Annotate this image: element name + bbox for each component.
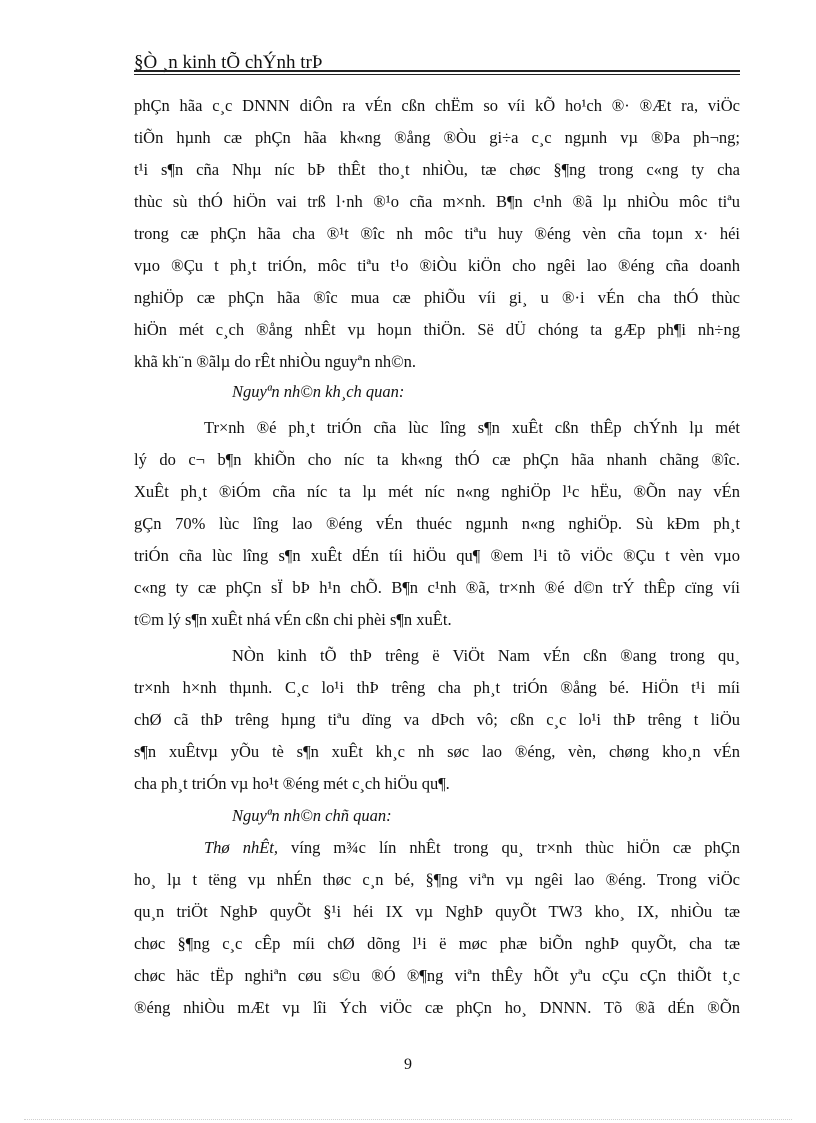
header-rule-thin [134, 74, 740, 75]
body-line: Tr×nh ®é ph¸t triÓn cña lùc lîng s¶n xuÊt cßn thÊp chÝnh lµ mét [204, 418, 740, 437]
body-line: thùc sù thÓ hiÖn vai trß l·nh ®¹o cña m×nh. B¶n c¹nh ®ã lµ nhiÒu môc tiªu [134, 192, 740, 211]
body-line: cha ph¸t triÓn vµ ho¹t ®éng mét c¸ch hiÖu qu¶. [134, 774, 450, 793]
body-line: nghiÖp cæ phÇn hãa ®îc mua cæ phiÕu víi gi¸ u ®·i vÉn cha thÓ thùc [134, 288, 740, 307]
body-line: s¶n xuÊtvµ yÕu tè s¶n xuÊt kh¸c nh søc lao ®éng, vèn, chøng kho¸n vÉn [134, 742, 740, 761]
emphasis-lead: Thø nhÊt, [204, 838, 278, 857]
body-line: phÇn hãa c¸c DNNN diÔn ra vÉn cßn chËm so víi kÕ ho¹ch ®· ®Æt ra, viÖc [134, 96, 740, 115]
body-line: XuÊt ph¸t ®iÓm cña níc ta lµ mét níc n«ng nghiÖp l¹c hËu, ®Õn nay vÉn [134, 482, 740, 501]
document-header: §Ò ¸n kinh tÕ chÝnh trÞ [134, 52, 323, 73]
body-line: khã kh¨n ®ãlµ do rÊt nhiÒu nguyªn nh©n. [134, 352, 417, 371]
body-line: chøc §¶ng c¸c cÊp míi chØ dõng l¹i ë møc phæ biÕn nghÞ quyÕt, cha tæ [134, 934, 740, 953]
body-line: ®éng nhiÒu mÆt vµ lîi Ých viÖc cæ phÇn ho¸ DNNN. Tõ ®ã dÉn ®Õn [134, 998, 740, 1017]
body-line: trong cæ phÇn hãa cha ®¹t ®îc nh môc tiªu huy ®éng vèn cña toµn x· héi [134, 224, 740, 243]
page-number: 9 [404, 1056, 412, 1073]
header-rule-thick [134, 70, 740, 72]
body-line: t¹i s¶n cña Nhµ níc bÞ thÊt tho¸t nhiÒu, tæ chøc §¶ng trong c«ng ty cha [134, 160, 740, 179]
body-line: chØ cã thÞ trêng hµng tiªu dïng va dÞch vô; cßn c¸c lo¹i thÞ trêng t liÖu [134, 710, 740, 729]
body-line: chøc häc tËp nghiªn cøu s©u ®Ó ®¶ng viªn thÊy hÕt yªu cÇu cÇn thiÕt t¸c [134, 966, 740, 985]
body-line: hiÖn mét c¸ch ®ång nhÊt vµ hoµn thiÖn. Së dÜ chóng ta gÆp ph¶i nh÷ng [134, 320, 740, 339]
body-line: lý do c¬ b¶n khiÕn cho níc ta kh«ng thÓ cæ phÇn hãa nhanh chãng ®îc. [134, 450, 740, 469]
body-line [134, 835, 740, 861]
body-line: triÓn cña lùc lîng s¶n xuÊt dÉn tíi hiÖu qu¶ ®em l¹i tõ viÖc ®Çu t vèn vµo [134, 546, 740, 565]
body-line: tiÕn hµnh cæ phÇn hãa kh«ng ®ång ®Òu gi÷a c¸c ngµnh vµ ®Þa ph¬ng; [134, 128, 740, 147]
body-line: ho¸ lµ t tëng vµ nhÉn thøc c¸n bé, §¶ng viªn vµ ngêi lao ®éng. Trong viÖc [134, 870, 740, 889]
page-bottom-divider [24, 1119, 792, 1120]
body-line: qu¸n triÖt NghÞ quyÕt §¹i héi IX vµ NghÞ quyÕt TW3 kho¸ IX, nhiÒu tæ [134, 902, 740, 921]
body-line: tr×nh h×nh thµnh. C¸c lo¹i thÞ trêng cha ph¸t triÓn ®ång bé. HiÖn t¹i míi [134, 678, 740, 697]
body-line: c«ng ty cæ phÇn sÏ bÞ h¹n chÕ. B¶n c¹nh ®ã, tr×nh ®é d©n trÝ thÊp cïng víi [134, 578, 740, 597]
body-line: gÇn 70% lùc lîng lao ®éng vÉn thuéc ngµnh n«ng nghiÖp. Sù kÐm ph¸t [134, 514, 740, 533]
body-line-rest: víng m¾c lín nhÊt trong qu¸ tr×nh thùc hiÖn cæ phÇn [291, 838, 740, 857]
body-line: vµo ®Çu t ph¸t triÓn, môc tiªu t¹o ®iÒu kiÖn cho ngêi lao ®éng cña doanh [134, 256, 740, 275]
body-line: t©m lý s¶n xuÊt nhá vÉn cßn chi phèi s¶n xuÊt. [134, 610, 452, 629]
section-heading-subjective: Nguyªn nh©n chñ quan: [232, 806, 392, 825]
body-line: NÒn kinh tÕ thÞ trêng ë ViÖt Nam vÉn cßn ®ang trong qu¸ [232, 646, 740, 665]
section-heading-objective: Nguyªn nh©n kh¸ch quan: [232, 382, 405, 401]
